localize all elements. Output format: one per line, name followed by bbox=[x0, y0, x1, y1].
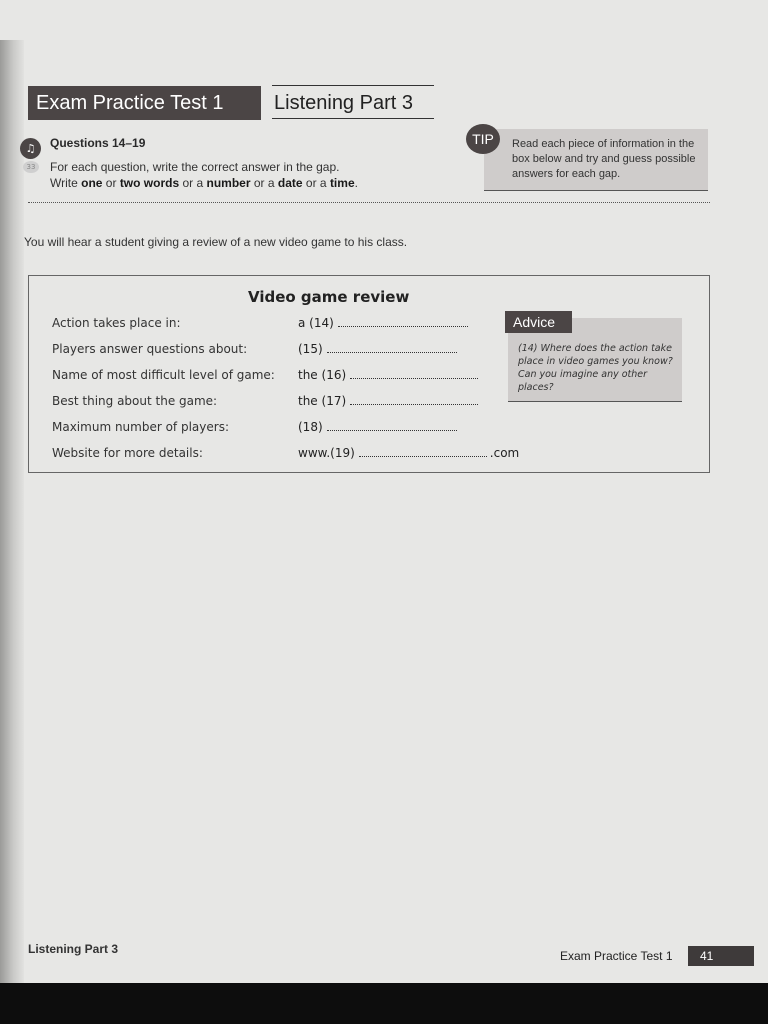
audio-icon: ♫ bbox=[20, 138, 41, 159]
answer-gap-19[interactable]: www.(19) .com bbox=[298, 446, 520, 460]
tip-text: Read each piece of information in the box below and try and guess possible answers for each gap. bbox=[512, 138, 696, 180]
tip-box bbox=[484, 129, 708, 191]
row-label-15: Players answer questions about: bbox=[52, 342, 248, 356]
footer-test-label: Exam Practice Test 1 bbox=[560, 949, 673, 963]
row-label-17: Best thing about the game: bbox=[52, 394, 218, 408]
advice-text: (14) Where does the action take place in video games you know? Can you imagine any other places? bbox=[518, 343, 673, 393]
row-label-14: Action takes place in: bbox=[52, 316, 181, 330]
advice-label: Advice bbox=[505, 311, 572, 333]
track-number: 33 bbox=[23, 161, 39, 173]
row-label-16: Name of most difficult level of game: bbox=[52, 368, 275, 382]
footer-section-label: Listening Part 3 bbox=[28, 942, 119, 956]
domain-suffix: .com bbox=[489, 446, 520, 460]
answer-gap-16[interactable]: the (16) bbox=[298, 368, 478, 382]
answer-gap-18[interactable]: (18) bbox=[298, 420, 457, 434]
instruction-line-1: For each question, write the correct answer in the gap. bbox=[50, 160, 340, 174]
answer-gap-15[interactable]: (15) bbox=[298, 342, 457, 356]
questions-heading: Questions 14–19 bbox=[50, 136, 146, 150]
tip-badge: TIP bbox=[466, 124, 500, 154]
section-divider bbox=[28, 202, 710, 203]
page-bottom-edge bbox=[0, 983, 768, 1024]
page-number: 41 bbox=[688, 946, 754, 966]
answer-gap-14[interactable]: a (14) bbox=[298, 316, 468, 330]
test-title-tab: Exam Practice Test 1 bbox=[28, 86, 261, 120]
book-spine-shadow bbox=[0, 40, 24, 985]
row-label-18: Maximum number of players: bbox=[52, 420, 229, 434]
answer-gap-17[interactable]: the (17) bbox=[298, 394, 478, 408]
instruction-line-2: Write one or two words or a number or a date or a time. bbox=[50, 176, 358, 190]
intro-text: You will hear a student giving a review of a new video game to his class. bbox=[24, 235, 408, 249]
part-title: Listening Part 3 bbox=[272, 85, 434, 119]
review-title: Video game review bbox=[248, 288, 410, 306]
row-label-19: Website for more details: bbox=[52, 446, 203, 460]
